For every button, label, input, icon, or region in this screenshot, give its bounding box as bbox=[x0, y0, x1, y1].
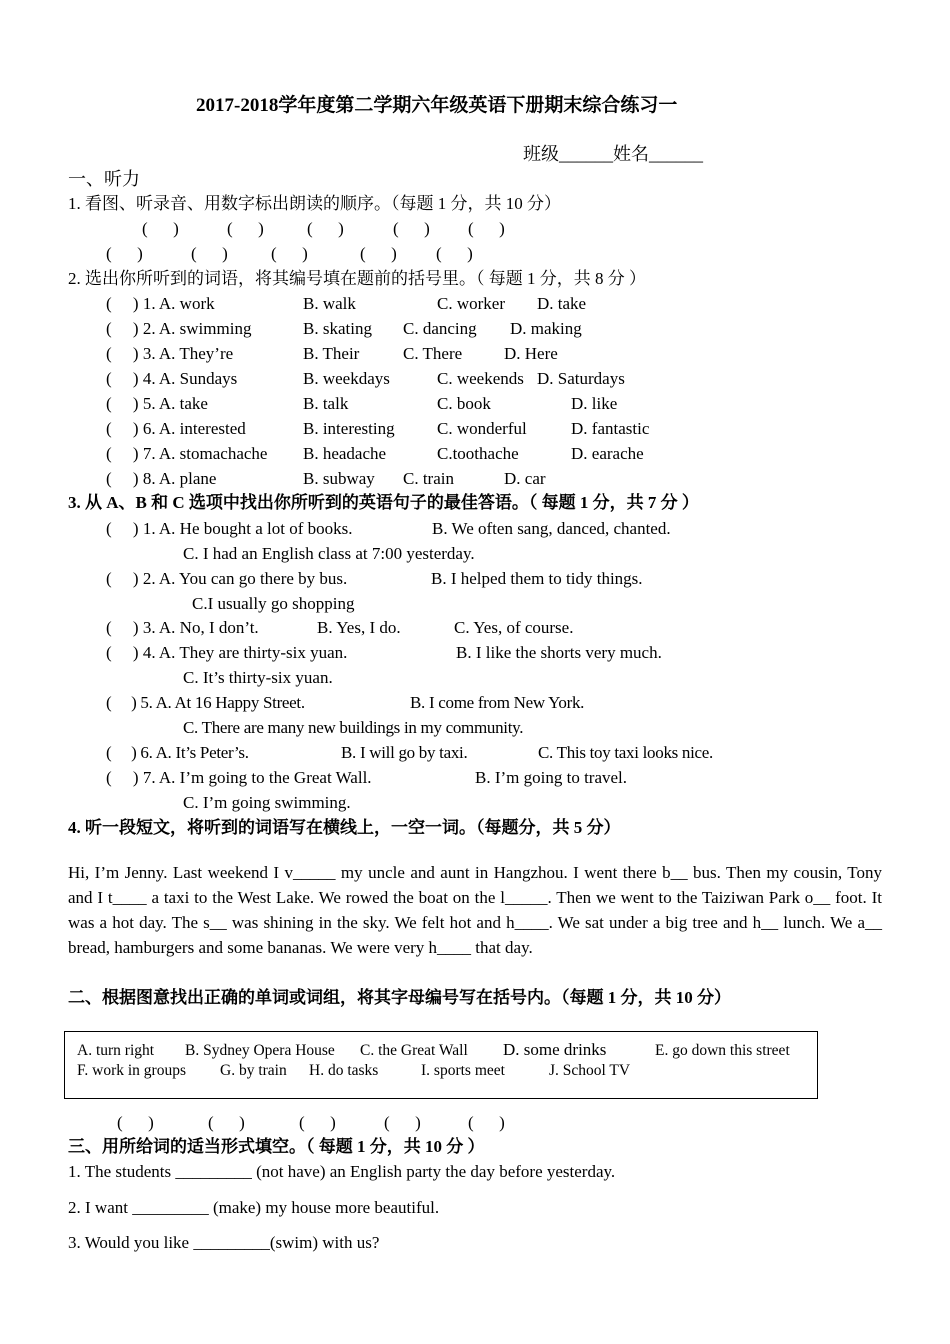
q2-option-b: B. headache bbox=[303, 444, 387, 463]
answer-bracket[interactable]: ( ) bbox=[360, 244, 397, 263]
q2-option-a: ( ) 5. A. take bbox=[106, 394, 208, 413]
q3-option-b: B. I helped them to tidy things. bbox=[431, 569, 643, 588]
q1-instruction: 1. 看图、听录音、用数字标出朗读的顺序。（每题 1 分，共 10 分） bbox=[68, 194, 561, 213]
q4-instruction: 4. 听一段短文，将听到的词语写在横线上，一空一词。（每题分，共 5 分） bbox=[68, 818, 621, 837]
q2-option-c: C. wonderful bbox=[437, 419, 527, 438]
q2-option-d: D. making bbox=[510, 319, 582, 338]
answer-bracket[interactable]: ( ) bbox=[117, 1113, 154, 1132]
word-option: C. the Great Wall bbox=[360, 1042, 468, 1059]
q3-option-b: B. I will go by taxi. bbox=[341, 743, 468, 762]
fill-blank-item: 2. I want _________ (make) my house more beautiful. bbox=[68, 1198, 440, 1217]
q2-option-a: ( ) 7. A. stomachache bbox=[106, 444, 268, 463]
q2-option-d: D. fantastic bbox=[571, 419, 650, 438]
q3-instruction: 3. 从 A、B 和 C 选项中找出你所听到的英语句子的最佳答语。（ 每题 1 分，共 7 分 ） bbox=[68, 493, 699, 512]
q4-passage: Hi, I’m Jenny. Last weekend I v_____ my uncle and aunt in Hangzhou. I went there b__ bus. Then my cousin, Tony and I t____ a taxi to the West Lake. We rowed the boat on the l_____. Then we went to the Taiziwan Park o__ foot. It was a hot day. The s__ was shining in the sky. We felt hot and h____. We sat under a big tree and h__ lunch. We a__ bread, hamburgers and some bananas. We were very h____ that day. bbox=[68, 863, 882, 957]
answer-bracket[interactable]: ( ) bbox=[468, 219, 505, 238]
q2-option-b: B. subway bbox=[303, 469, 375, 488]
word-option: A. turn right bbox=[77, 1042, 155, 1059]
q3-option-b: B. I come from New York. bbox=[410, 693, 585, 712]
q3-option-a: ( ) 1. A. He bought a lot of books. bbox=[106, 519, 353, 538]
word-option: H. do tasks bbox=[309, 1062, 379, 1079]
q2-option-d: D. Saturdays bbox=[537, 369, 625, 388]
q3-option-a: ( ) 3. A. No, I don’t. bbox=[106, 618, 259, 637]
q2-option-a: ( ) 1. A. work bbox=[106, 294, 215, 313]
fill-blank-item: 1. The students _________ (not have) an English party the day before yesterday. bbox=[68, 1162, 616, 1181]
q2-option-c: C. There bbox=[403, 344, 463, 363]
answer-bracket[interactable]: ( ) bbox=[142, 219, 179, 238]
q2-option-c: C. worker bbox=[437, 294, 505, 313]
answer-bracket[interactable]: ( ) bbox=[307, 219, 344, 238]
q2-option-a: ( ) 2. A. swimming bbox=[106, 319, 252, 338]
answer-bracket[interactable]: ( ) bbox=[191, 244, 228, 263]
answer-bracket[interactable]: ( ) bbox=[208, 1113, 245, 1132]
q3-option-a: ( ) 4. A. They are thirty-six yuan. bbox=[106, 643, 348, 662]
q3-option-a: ( ) 7. A. I’m going to the Great Wall. bbox=[106, 768, 372, 787]
word-option: B. Sydney Opera House bbox=[185, 1042, 335, 1059]
q2-option-b: B. weekdays bbox=[303, 369, 390, 388]
fill-blank-item: 3. Would you like _________(swim) with us? bbox=[68, 1233, 380, 1252]
q3-option-c: C. There are many new buildings in my community. bbox=[183, 718, 524, 737]
q2-option-d: D. Here bbox=[504, 344, 558, 363]
q2-option-d: D. like bbox=[571, 394, 618, 413]
q2-option-a: ( ) 3. A. They’re bbox=[106, 344, 234, 363]
q2-option-c: C. train bbox=[403, 469, 454, 488]
q2-option-a: ( ) 6. A. interested bbox=[106, 419, 246, 438]
answer-bracket[interactable]: ( ) bbox=[384, 1113, 421, 1132]
q3-option-c: C. I’m going swimming. bbox=[183, 793, 351, 812]
q3-option-a: ( ) 5. A. At 16 Happy Street. bbox=[106, 693, 305, 712]
word-option: I. sports meet bbox=[421, 1062, 505, 1079]
answer-bracket[interactable]: ( ) bbox=[393, 219, 430, 238]
word-bank-box bbox=[64, 1031, 818, 1099]
q2-option-d: D. earache bbox=[571, 444, 644, 463]
q2-option-c: C. weekends bbox=[437, 369, 524, 388]
q2-option-b: B. interesting bbox=[303, 419, 395, 438]
answer-bracket[interactable]: ( ) bbox=[436, 244, 473, 263]
q3-option-b: B. Yes, I do. bbox=[317, 618, 401, 637]
q2-option-b: B. talk bbox=[303, 394, 349, 413]
q3-option-b: B. I like the shorts very much. bbox=[456, 643, 662, 662]
q3-option-a: ( ) 2. A. You can go there by bus. bbox=[106, 569, 348, 588]
q2-option-b: B. skating bbox=[303, 319, 372, 338]
q3-option-c: C. I had an English class at 7:00 yesterday. bbox=[183, 544, 475, 563]
q2-option-b: B. walk bbox=[303, 294, 356, 313]
word-option: D. some drinks bbox=[503, 1040, 607, 1059]
q2-option-a: ( ) 8. A. plane bbox=[106, 469, 217, 488]
part3-heading: 三、用所给词的适当形式填空。（ 每题 1 分，共 10 分 ） bbox=[68, 1137, 485, 1156]
word-option: G. by train bbox=[220, 1062, 287, 1079]
q2-option-d: D. take bbox=[537, 294, 587, 313]
q3-option-b: B. I’m going to travel. bbox=[475, 768, 628, 787]
q2-option-b: B. Their bbox=[303, 344, 360, 363]
answer-bracket[interactable]: ( ) bbox=[468, 1113, 505, 1132]
q2-option-c: C. dancing bbox=[403, 319, 477, 338]
answer-bracket[interactable]: ( ) bbox=[271, 244, 308, 263]
answer-bracket[interactable]: ( ) bbox=[106, 244, 143, 263]
class-name-line: 班级______姓名______ bbox=[523, 144, 703, 164]
q2-option-d: D. car bbox=[504, 469, 546, 488]
q2-option-c: C. book bbox=[437, 394, 491, 413]
word-option: E. go down this street bbox=[655, 1042, 790, 1059]
page-title: 2017-2018学年度第二学期六年级英语下册期末综合练习一 bbox=[196, 95, 678, 116]
word-option: F. work in groups bbox=[77, 1062, 186, 1079]
answer-bracket[interactable]: ( ) bbox=[227, 219, 264, 238]
q2-option-c: C.toothache bbox=[437, 444, 519, 463]
q2-instruction: 2. 选出你所听到的词语，将其编号填在题前的括号里。（ 每题 1 分，共 8 分 ） bbox=[68, 269, 646, 288]
q3-option-b: B. We often sang, danced, chanted. bbox=[432, 519, 671, 538]
part2-heading: 二、根据图意找出正确的单词或词组，将其字母编号写在括号内。（每题 1 分，共 10 分） bbox=[68, 988, 731, 1007]
q3-option-c: C. It’s thirty-six yuan. bbox=[183, 668, 333, 687]
q2-option-a: ( ) 4. A. Sundays bbox=[106, 369, 238, 388]
part1-heading: 一、听力 bbox=[68, 169, 140, 189]
answer-bracket[interactable]: ( ) bbox=[299, 1113, 336, 1132]
q3-option-a: ( ) 6. A. It’s Peter’s. bbox=[106, 743, 249, 762]
q3-option-c: C.I usually go shopping bbox=[192, 594, 355, 613]
word-option: J. School TV bbox=[549, 1062, 631, 1079]
q3-option-c: C. Yes, of course. bbox=[454, 618, 574, 637]
q3-option-c: C. This toy taxi looks nice. bbox=[538, 743, 713, 762]
